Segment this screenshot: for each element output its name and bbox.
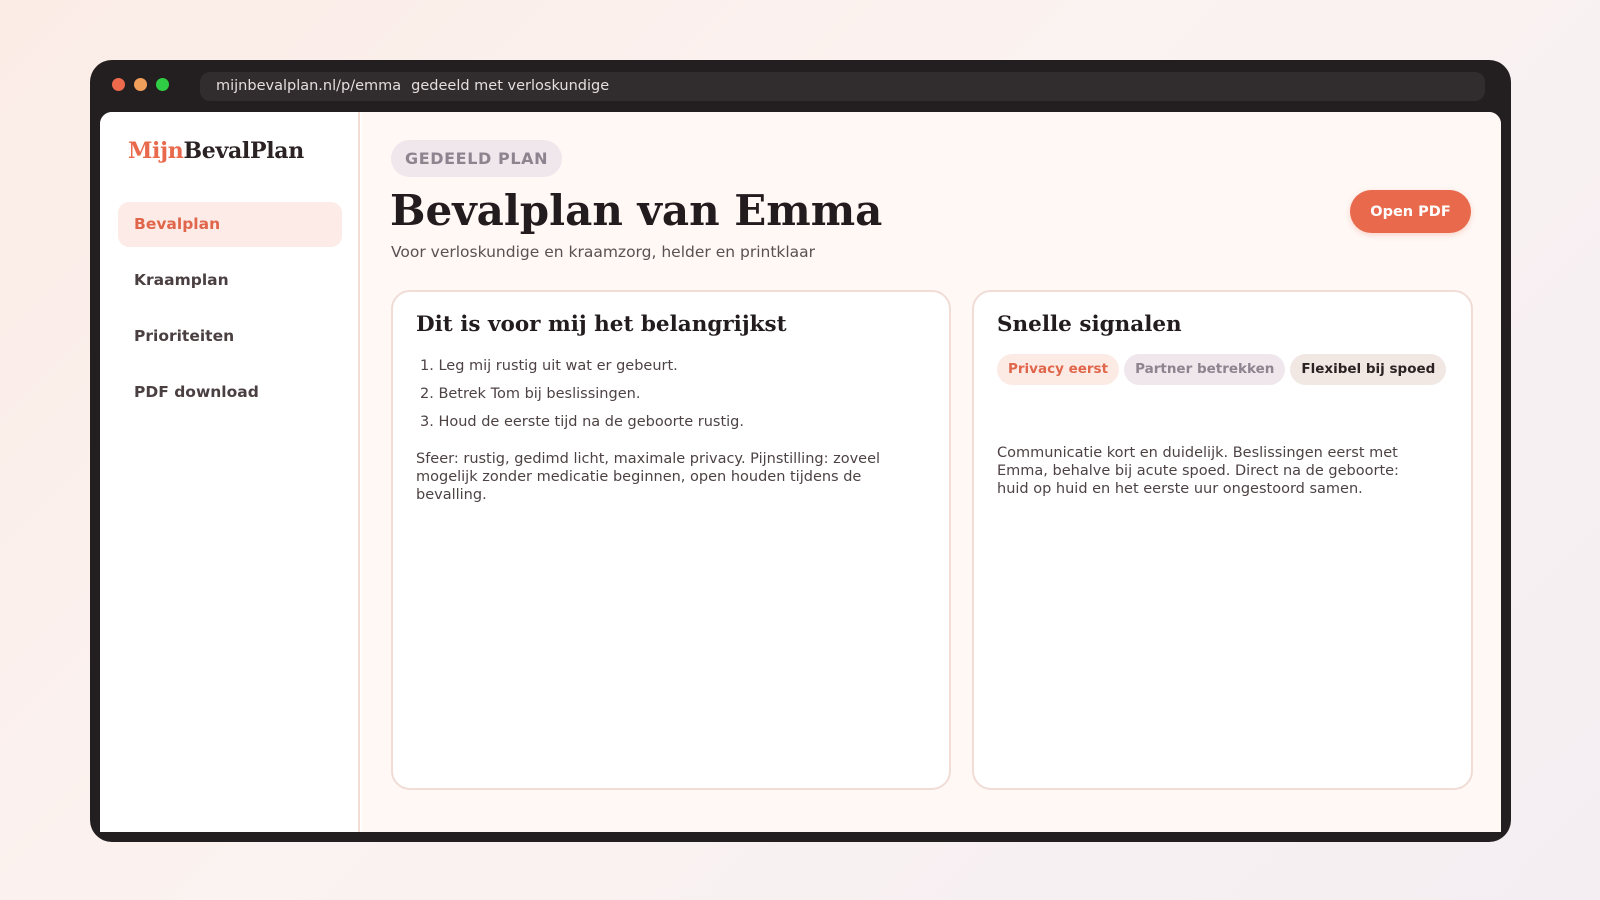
logo-part-mijn: Mijn (128, 138, 184, 164)
signal-tags (997, 354, 1451, 385)
sidebar-item-pdf-download[interactable]: PDF download (134, 383, 259, 401)
tag-privacy-eerst: Privacy eerst (997, 354, 1119, 385)
page-subtitle: Voor verloskundige en kraamzorg, helder en printklaar (391, 243, 816, 261)
signals-card (972, 290, 1473, 790)
address-bar[interactable] (200, 72, 1485, 101)
tag-flexibel-bij-spoed: Flexibel bij spoed (1290, 354, 1446, 385)
priorities-card (391, 290, 951, 790)
logo[interactable] (128, 138, 304, 164)
list-item: 2. Betrek Tom bij beslissingen. (420, 386, 641, 402)
signals-card-body: Communicatie kort en duidelijk. Beslissingen eerst met Emma, behalve bij acute spoed. Direct na de geboorte: huid op huid en het eerste uur ongestoord samen. (997, 445, 1399, 497)
signals-card-title: Snelle signalen (997, 312, 1182, 337)
list-item: 3. Houd de eerste tijd na de geboorte rustig. (420, 414, 744, 430)
title-bar (90, 60, 1511, 112)
url-share-note: gedeeld met verloskundige (411, 78, 610, 94)
sidebar-nav (118, 202, 342, 426)
priorities-card-body: Sfeer: rustig, gedimd licht, maximale privacy. Pijnstilling: zoveel mogelijk zonder medicatie beginnen, open houden tijdens de bevalling. (416, 451, 881, 503)
tag-partner-betrekken: Partner betrekken (1124, 354, 1285, 385)
shared-plan-badge: GEDEELD PLAN (391, 140, 562, 177)
minimize-window-dot[interactable] (134, 78, 147, 91)
close-window-dot[interactable] (112, 78, 125, 91)
browser-window (90, 60, 1511, 842)
app-viewport (100, 112, 1501, 832)
url-text: mijnbevalplan.nl/p/emma (216, 78, 402, 94)
sidebar-item-kraamplan[interactable]: Kraamplan (134, 271, 229, 289)
priorities-list (416, 352, 744, 436)
priorities-card-title: Dit is voor mij het belangrijkst (416, 312, 787, 337)
maximize-window-dot[interactable] (156, 78, 169, 91)
sidebar-item-prioriteiten[interactable]: Prioriteiten (134, 327, 235, 345)
sidebar (100, 112, 360, 832)
logo-part-bevalplan: BevalPlan (183, 138, 304, 164)
open-pdf-button[interactable]: Open PDF (1350, 190, 1471, 233)
list-item: 1. Leg mij rustig uit wat er gebeurt. (420, 358, 678, 374)
main-content (362, 112, 1501, 832)
sidebar-item-bevalplan[interactable]: Bevalplan (118, 202, 342, 247)
page-title: Bevalplan van Emma (390, 186, 883, 235)
